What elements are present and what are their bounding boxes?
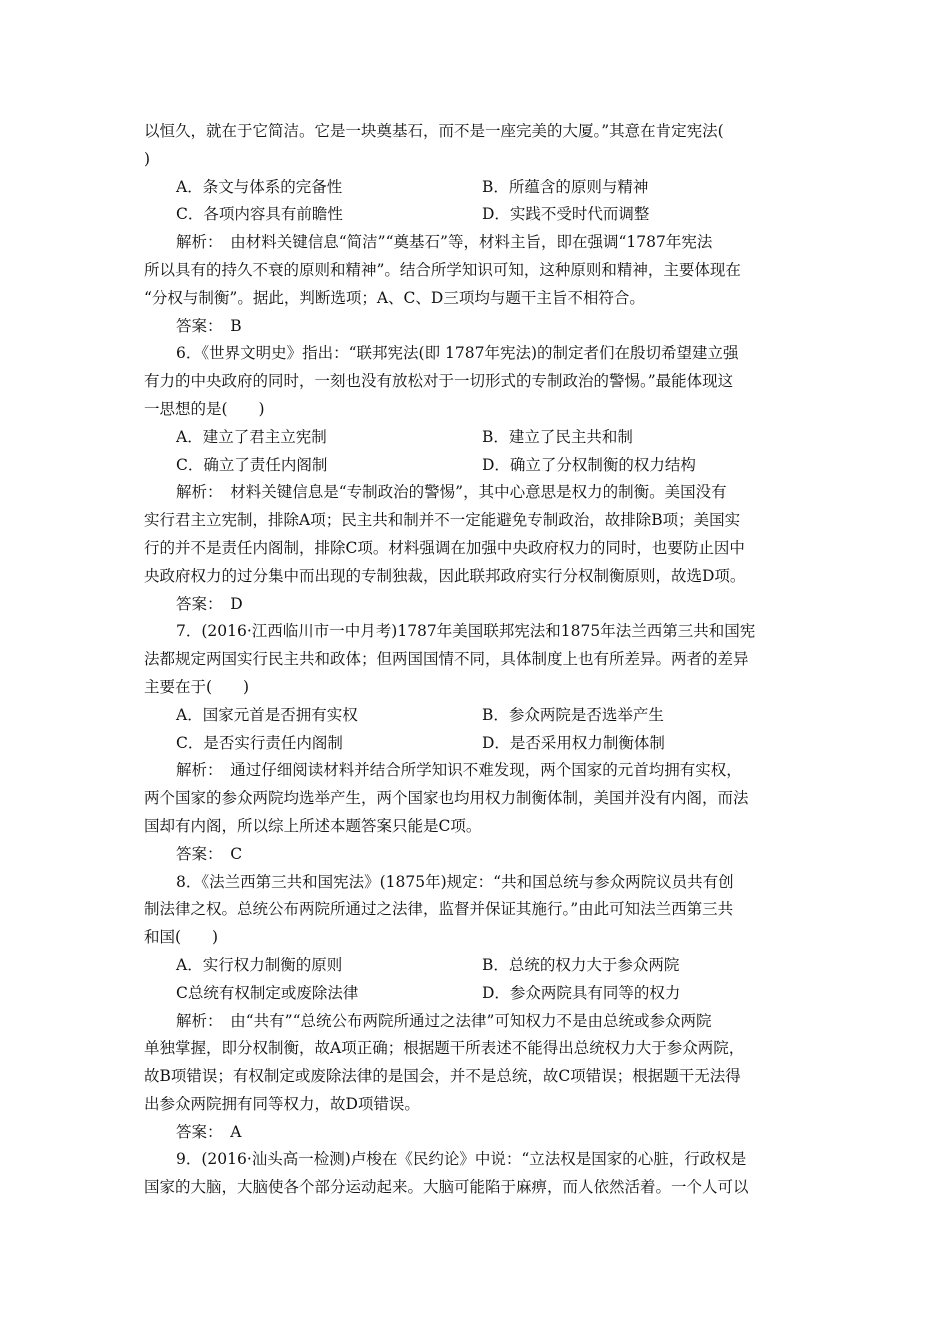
options-row (144, 201, 808, 229)
analysis-line: 解析： 由材料关键信息“简洁”“奠基石”等，材料主旨，即在强调“1787年宪法 (176, 233, 713, 252)
analysis-line: 解析： 由“共有”“总统公布两院所通过之法律”可知权力不是由总统或参众两院 (176, 1011, 712, 1030)
analysis-line: 解析： 材料关键信息是“专制政治的警惕”，其中心意思是权力的制衡。美国没有 (176, 483, 727, 502)
question-stem-line: 8．《法兰西第三共和国宪法》(1875年)规定：“共和国总统与参众两院议员共有创 (176, 872, 734, 891)
question-8 (144, 869, 808, 1147)
option-a: A．实行权力制衡的原则 (176, 955, 343, 974)
analysis-line: 两个国家的参众两院均选举产生，两个国家也均用权力制衡体制，美国并没有内阁，而法 (144, 789, 749, 808)
option-b: B．总统的权力大于参众两院 (482, 955, 680, 974)
option-d: D．是否采用权力制衡体制 (482, 733, 665, 752)
option-b: B．建立了民主共和制 (482, 427, 633, 446)
option-d: D．参众两院具有同等的权力 (482, 983, 681, 1002)
answer-line: 答案： B (176, 316, 242, 335)
analysis-line: 所以具有的持久不衰的原则和精神”。结合所学知识可知，这种原则和精神，主要体现在 (144, 260, 741, 279)
question-stem-line: 7．(2016·江西临川市一中月考)1787年美国联邦宪法和1875年法兰西第三共和国宪 (176, 622, 756, 641)
option-a: A．国家元首是否拥有实权 (176, 705, 358, 724)
question-stem-line: 和国( ) (144, 928, 219, 947)
analysis-line: 单独掌握，即分权制衡，故A项正确；根据题干所表述不能得出总统权力大于参众两院， (144, 1039, 745, 1058)
question-5 (144, 118, 808, 340)
options-row (144, 730, 808, 758)
analysis-line: 解析： 通过仔细阅读材料并结合所学知识不难发现，两个国家的元首均拥有实权， (176, 761, 742, 780)
question-stem-line: 以恒久，就在于它简洁。它是一块奠基石，而不是一座完美的大厦。”其意在肯定宪法( (144, 122, 724, 140)
options-row (144, 174, 808, 202)
question-9 (144, 1146, 808, 1202)
analysis-line: “分权与制衡”。据此，判断选项；A、C、D三项均与题干主旨不相符合。 (144, 288, 645, 307)
question-stem-line: 国家的大脑，大脑使各个部分运动起来。大脑可能陷于麻痹，而人依然活着。一个人可以 (144, 1178, 749, 1197)
analysis-line: 出参众两院拥有同等权力，故D项错误。 (144, 1094, 420, 1113)
question-stem-line: 一思想的是( ) (144, 399, 265, 418)
options-row (144, 980, 808, 1008)
option-c: C．确立了责任内阁制 (176, 455, 328, 474)
answer-line: 答案： A (176, 1122, 242, 1141)
options-row (144, 952, 808, 980)
analysis-line: 行的并不是责任内阁制，排除C项。材料强调在加强中央政府权力的同时，也要防止因中 (144, 538, 745, 557)
question-stem-line: 有力的中央政府的同时，一刻也没有放松对于一切形式的专制政治的警惕。”最能体现这 (144, 372, 734, 391)
document-page (144, 118, 808, 1202)
option-b: B．参众两院是否选举产生 (482, 705, 664, 724)
question-stem-line: 主要在于( ) (144, 677, 250, 696)
answer-line: 答案： D (176, 594, 243, 613)
option-b: B．所蕴含的原则与精神 (482, 177, 649, 196)
question-6 (144, 340, 808, 618)
options-row (144, 702, 808, 730)
analysis-line: 实行君主立宪制，排除A项；民主共和制并不一定能避免专制政治，故排除B项；美国实 (144, 511, 741, 530)
analysis-line: 国却有内阁，所以综上所述本题答案只能是C项。 (144, 816, 482, 835)
options-row (144, 424, 808, 452)
analysis-line: 故B项错误；有权制定或废除法律的是国会，并不是总统，故C项错误；根据题干无法得 (144, 1067, 741, 1086)
question-stem-line: 6．《世界文明史》指出：“联邦宪法(即 1787年宪法)的制定者们在殷切希望建立强 (176, 344, 739, 363)
analysis-line: 央政府权力的过分集中而出现的专制独裁，因此联邦政府实行分权制衡原则，故选D项。 (144, 566, 746, 585)
question-stem-line: 9．(2016·汕头高一检测)卢梭在《民约论》中说：“立法权是国家的心脏，行政权是 (176, 1150, 747, 1169)
option-c: C．是否实行责任内阁制 (176, 733, 343, 752)
question-stem-line: 法都规定两国实行民主共和政体；但两国国情不同，具体制度上也有所差异。两者的差异 (144, 650, 749, 669)
option-c: C总统有权制定或废除法律 (176, 983, 359, 1002)
option-a: A．建立了君主立宪制 (176, 427, 327, 446)
option-d: D．实践不受时代而调整 (482, 205, 650, 224)
option-d: D．确立了分权制衡的权力结构 (482, 455, 696, 474)
question-stem-line: ) (144, 149, 151, 168)
options-row (144, 452, 808, 480)
option-a: A．条文与体系的完备性 (176, 177, 343, 196)
answer-line: 答案： C (176, 844, 243, 863)
question-7 (144, 618, 808, 868)
option-c: C．各项内容具有前瞻性 (176, 205, 343, 224)
question-stem-line: 制法律之权。总统公布两院所通过之法律，监督并保证其施行。”由此可知法兰西第三共 (144, 900, 734, 919)
